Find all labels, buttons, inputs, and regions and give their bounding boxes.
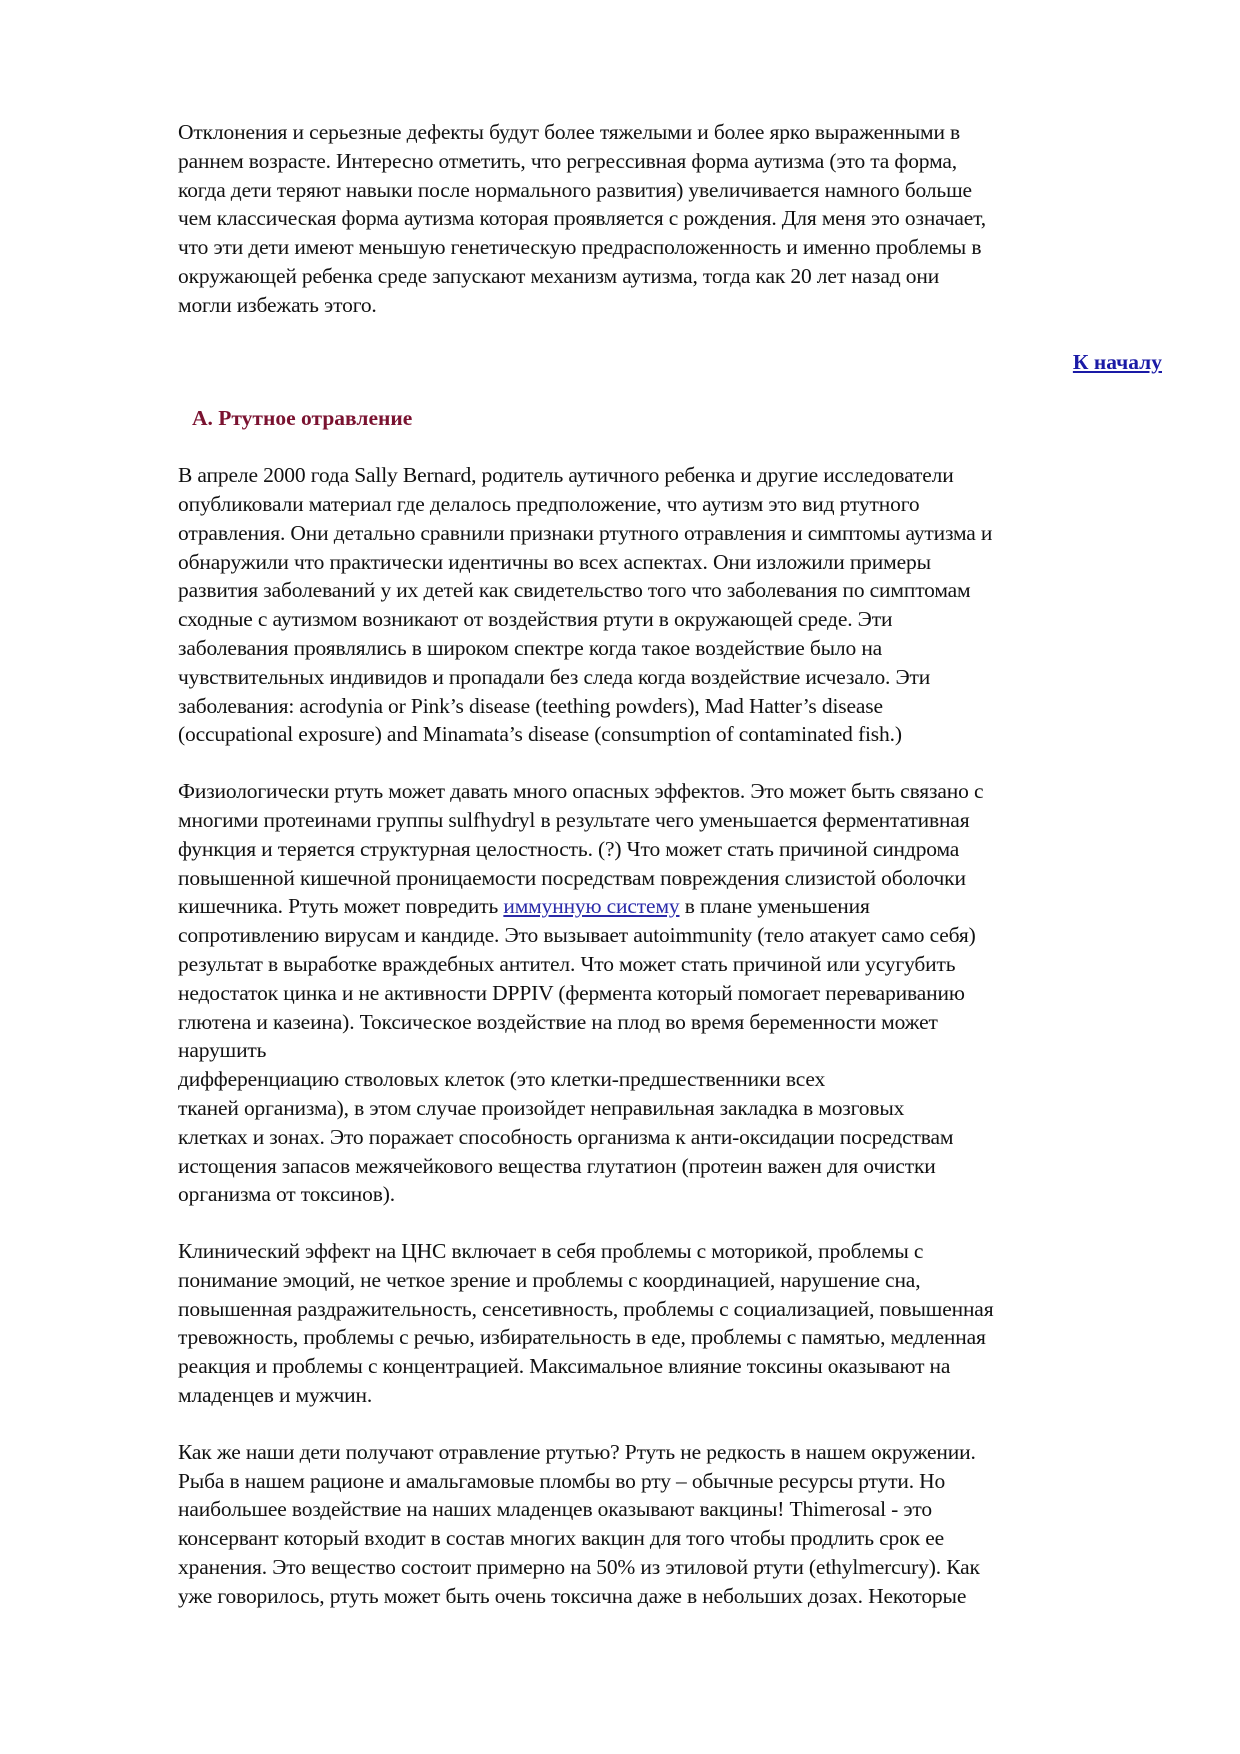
- paragraph-line: глютена и казеина). Токсическое воздействие на плод во время беременности может: [178, 1009, 938, 1034]
- paragraph-line: (occupational exposure) and Minamata’s disease (consumption of contaminated fish.): [178, 722, 902, 747]
- paragraph-line: обнаружили что практически идентичны во всех аспектах. Они изложили примеры: [178, 549, 931, 574]
- intro-line: раннем возрасте. Интересно отметить, что регрессивная форма аутизма (это та форма,: [178, 148, 958, 173]
- paragraph-line: Рыба в нашем рационе и амальгамовые пломбы во рту – обычные ресурсы ртути. Но: [178, 1468, 946, 1493]
- intro-line: Отклонения и серьезные дефекты будут более тяжелыми и более ярко выраженными в: [178, 120, 961, 144]
- mercury-paragraph-4: [178, 1438, 1162, 1611]
- paragraph-line: функция и теряется структурная целостность. (?) Что может стать причиной синдрома: [178, 836, 960, 861]
- paragraph-line: заболевания проявлялись в широком спектре когда такое воздействие было на: [178, 635, 883, 660]
- paragraph-line: Клинический эффект на ЦНС включает в себя проблемы с моторикой, проблемы с: [178, 1239, 924, 1264]
- paragraph-line: результат в выработке враждебных антител. Что может стать причиной или усугубить: [178, 951, 956, 976]
- immune-system-link[interactable]: иммунную систему: [503, 894, 680, 919]
- paragraph-line: дифференциацию стволовых клеток (это клетки-предшественники всех: [178, 1067, 826, 1092]
- paragraph-line: сходные с аутизмом возникают от воздействия ртути в окружающей среде. Эти: [178, 607, 893, 632]
- paragraph-line: заболевания: acrodynia or Pink’s disease (teething powders), Mad Hatter’s disease: [178, 693, 883, 718]
- intro-line: чем классическая форма аутизма которая проявляется с рождения. Для меня это означает,: [178, 206, 987, 231]
- paragraph-line: тревожность, проблемы с речью, избирательность в еде, проблемы с памятью, медленная: [178, 1325, 986, 1350]
- section-heading: А. Ртутное отравление: [192, 406, 413, 431]
- paragraph-line: тканей организма), в этом случае произойдет неправильная закладка в мозговых: [178, 1095, 905, 1120]
- paragraph-line: реакция и проблемы с концентрацией. Максимальное влияние токсины оказывают на: [178, 1354, 951, 1379]
- paragraph-line: консервант который входит в состав многих вакцин для того чтобы продлить срок ее: [178, 1526, 944, 1551]
- paragraph-line: многими протеинами группы sulfhydryl в результате чего уменьшается ферментативная: [178, 807, 970, 832]
- intro-line: окружающей ребенка среде запускают механизм аутизма, тогда как 20 лет назад они: [178, 263, 940, 288]
- paragraph-line: уже говорилось, ртуть может быть очень токсична даже в небольших дозах. Некоторые: [178, 1583, 967, 1608]
- paragraph-line: наибольшее воздействие на наших младенцев оказывают вакцины! Thimerosal - это: [178, 1497, 932, 1522]
- mercury-paragraph-2: [178, 777, 1162, 1209]
- paragraph-line: В апреле 2000 года Sally Bernard, родитель аутичного ребенка и другие исследователи: [178, 463, 954, 488]
- back-to-top-link[interactable]: К началу: [1072, 349, 1162, 374]
- paragraph-line: чувствительных индивидов и пропадали без следа когда воздействие исчезало. Эти: [178, 664, 931, 689]
- paragraph-line: истощения запасов межячейкового вещества глутатион (протеин важен для очистки: [178, 1153, 936, 1178]
- paragraph-line: хранения. Это вещество состоит примерно на 50% из этиловой ртути (ethylmercury). Как: [178, 1555, 980, 1580]
- paragraph-line: нарушить: [178, 1038, 267, 1063]
- paragraph-line: Как же наши дети получают отравление ртутью? Ртуть не редкость в нашем окружении.: [178, 1439, 976, 1464]
- intro-line: когда дети теряют навыки после нормального развития) увеличивается намного больше: [178, 177, 972, 202]
- paragraph-line-prefix: кишечника. Ртуть может повредить: [178, 894, 504, 919]
- paragraph-line: опубликовали материал где делалось предположение, что аутизм это вид ртутного: [178, 491, 920, 516]
- intro-paragraph: [178, 118, 1162, 320]
- document-page: [178, 118, 1162, 1611]
- paragraph-line: Физиологически ртуть может давать много опасных эффектов. Это может быть связано с: [178, 779, 984, 804]
- mercury-paragraph-3: [178, 1237, 1162, 1410]
- intro-line: что эти дети имеют меньшую генетическую предрасположенность и именно проблемы в: [178, 235, 982, 260]
- paragraph-line: повышенной кишечной проницаемости посредствам повреждения слизистой оболочки: [178, 865, 966, 890]
- paragraph-line: клетках и зонах. Это поражает способность организма к анти-оксидации посредствам: [178, 1124, 954, 1149]
- paragraph-line: развития заболеваний у их детей как свидетельство того что заболевания по симптомам: [178, 578, 971, 603]
- back-to-top-row: [178, 348, 1162, 377]
- paragraph-line: организма от токсинов).: [178, 1182, 395, 1207]
- intro-line: могли избежать этого.: [178, 292, 377, 317]
- paragraph-line: недостаток цинка и не активности DPPIV (фермента который помогает перевариванию: [178, 980, 965, 1005]
- paragraph-line: отравления. Они детально сравнили признаки ртутного отравления и симптомы аутизма и: [178, 520, 993, 545]
- mercury-paragraph-1: [178, 461, 1162, 749]
- paragraph-line-suffix: в плане уменьшения: [679, 894, 870, 919]
- paragraph-line: понимание эмоций, не четкое зрение и проблемы с координацией, нарушение сна,: [178, 1267, 921, 1292]
- paragraph-line: младенцев и мужчин.: [178, 1383, 373, 1408]
- paragraph-line: сопротивлению вирусам и кандиде. Это вызывает autoimmunity (тело атакует само себя): [178, 923, 976, 948]
- paragraph-line: повышенная раздражительность, сенсетивность, проблемы с социализацией, повышенная: [178, 1296, 994, 1321]
